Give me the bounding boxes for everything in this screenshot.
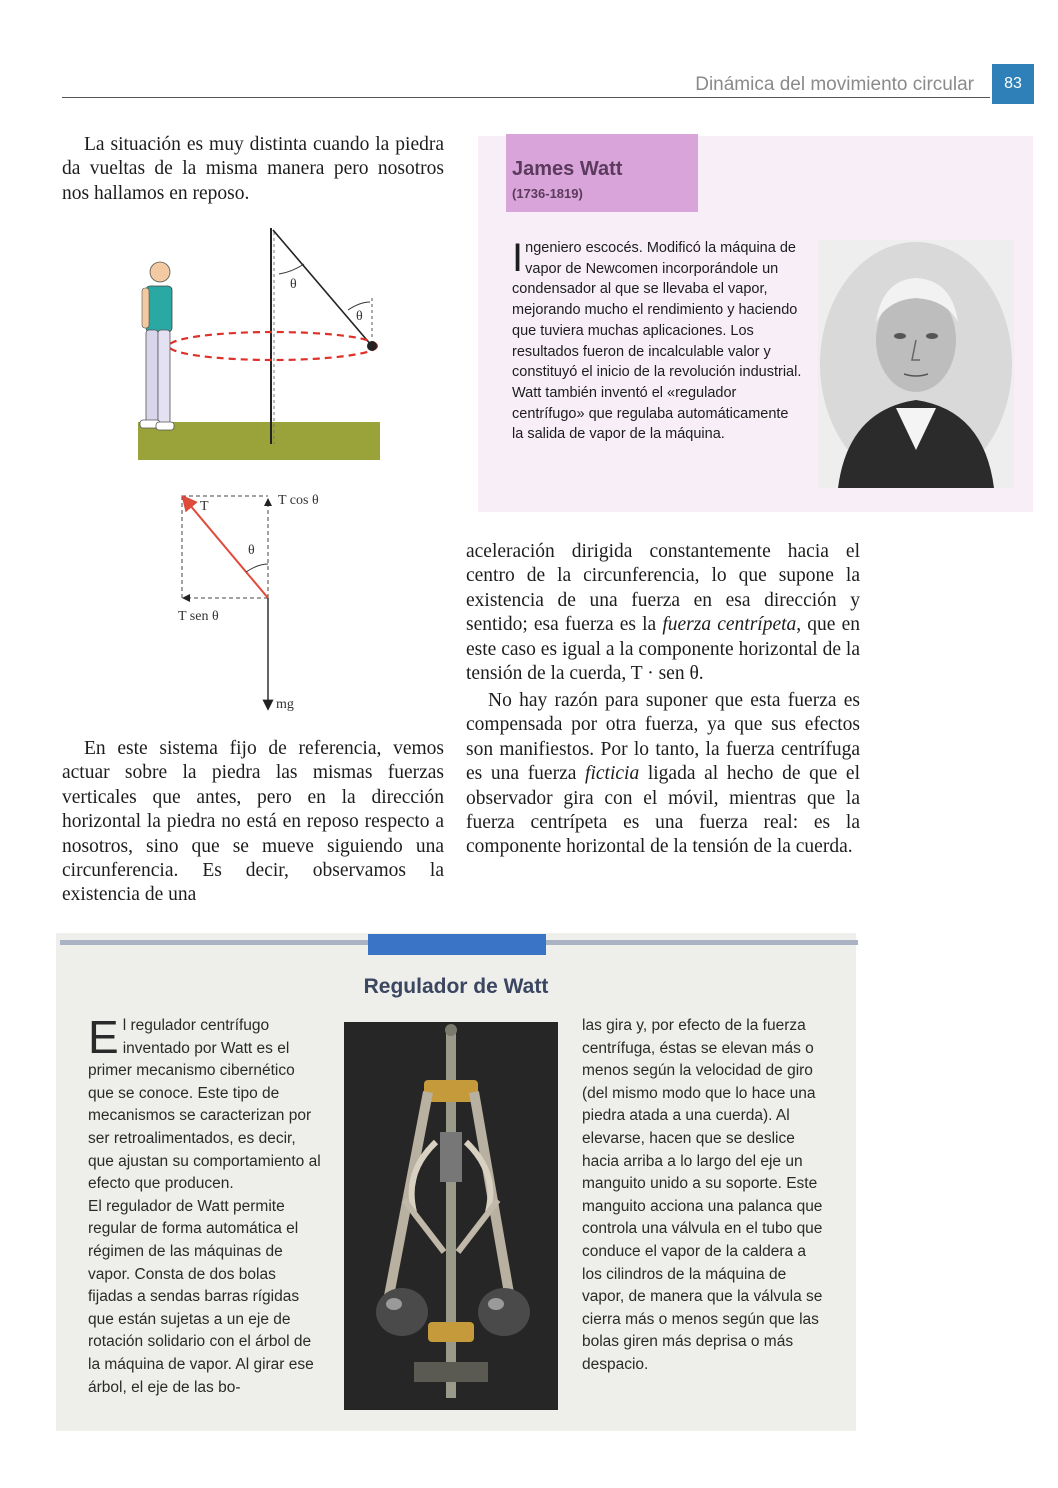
- bio-years: (1736-1819): [512, 186, 583, 201]
- stone: [367, 341, 377, 351]
- running-header-title: Dinámica del movimiento circular: [695, 74, 974, 95]
- label-Tsen: T sen θ: [178, 609, 219, 624]
- bio-dropcap: I: [512, 236, 524, 280]
- arrow-tension: [184, 498, 268, 598]
- right-p1-start: aceleración dirigida constantemente hacia el centro de la circunferencia, lo que supone la existencia de una fuerza en esa dirección y sentido; esa fuerza es la: [466, 541, 860, 636]
- header-rule: [62, 97, 990, 98]
- left-body-paragraph: [62, 737, 444, 908]
- regulador-dropcap: E: [88, 1011, 119, 1063]
- person-head: [150, 262, 170, 282]
- right-p2-start: No hay razón para suponer que esta fuerza es compensada por otra fuerza, ya que sus efectos son manifiestos. Por lo tanto, la fuerza centrífuga es una fuerza: [466, 690, 860, 785]
- person-arm: [142, 288, 149, 328]
- person-torso: [146, 286, 172, 332]
- angle-label-stone: θ: [356, 309, 363, 324]
- person-leg-right: [158, 330, 170, 424]
- intro-text: La situación es muy distinta cuando la piedra da vueltas de la misma manera pero nosotros nos hallamos en reposo.: [62, 134, 444, 204]
- bio-text: ngeniero escocés. Modificó la máquina de vapor de Newcomen incorporándole un condensador al que se llevaba el vapor, mejorando mucho el rendimiento y haciendo que tuviera muchas aplicaciones. Los resultados fueron de incalculable valor y constituyó el inicio de la revolución industrial. Watt también inventó el «regulador centrífugo» que regulaba automáticamente la salida de vapor de la máquina.: [512, 240, 802, 443]
- right-p2-end: ligada al hecho de que el observador gira con el móvil, mientras que la fuerza centrípeta es una fuerza real: es la componente horizontal de la tensión de la cuerda.: [466, 763, 860, 858]
- bio-name: James Watt: [512, 158, 623, 180]
- angle-arc-top: [279, 264, 304, 274]
- label-mg: mg: [276, 697, 294, 712]
- regulador-right-text: las gira y, por efecto de la fuerza centrífuga, éstas se elevan más o menos según la velocidad de giro (del mismo modo que lo hace una piedra atada a una cuerda). Al elevarse, hacen que se deslice hacia arriba a lo largo del eje un manguito unido a su soporte. Este manguito acciona una palanca que controla una válvula en el tubo que conduce el vapor de la caldera a los cilindros de la máquina de vapor, de manera que la válvula se cierra más o menos según que las bolas giren más deprisa o más despacio.: [582, 1017, 823, 1373]
- left-body-text: En este sistema fijo de referencia, vemos actuar sobre la piedra las mismas fuerzas verticales que antes, pero en la dirección horizontal la piedra no está en reposo respecto a nosotros, sino que se mueve siguiendo una circunferencia. Es decir, observamos la existencia de una: [62, 738, 444, 906]
- label-theta: θ: [248, 543, 255, 558]
- string: [273, 230, 372, 346]
- page-number: 83: [992, 64, 1034, 104]
- regulador-left-text-1: l regulador centrífugo inventado por Watt es el primer mecanismo cibernético que se conoce. Este tipo de mecanismos se caracterizan por ser retroalimentados, es decir, que ajustan su comportamiento al efecto que producen.: [88, 1017, 321, 1193]
- right-paragraph-1: [466, 540, 860, 686]
- person-leg-left: [146, 330, 158, 426]
- regulador-title: Regulador de Watt: [363, 975, 549, 998]
- intro-paragraph: [62, 133, 444, 206]
- watt-governor-photo: [344, 1022, 558, 1410]
- label-Tcos: T cos θ: [278, 493, 319, 508]
- bio-text-block: [512, 238, 802, 445]
- regulador-top-accent: [368, 934, 546, 955]
- force-angle-arc: [246, 564, 268, 572]
- right-p1-end: , que en este caso es igual a la componente horizontal de la tensión de la cuerda, T · sen θ.: [466, 614, 861, 685]
- james-watt-portrait: [818, 240, 1014, 488]
- person-shoe-right: [156, 422, 174, 430]
- right-p2-emphasis: ficticia: [585, 763, 640, 785]
- right-p1-emphasis: fuerza centrípeta: [662, 614, 797, 636]
- regulador-left-text-2: El regulador de Watt permite regular de forma automática el régimen de las máquinas de vapor. Consta de dos bolas fijadas a sendas barras rígidas que están sujetas a un eje de rotación solidario con el árbol de la máquina de vapor. Al girar ese árbol, el eje de las bo-: [88, 1197, 314, 1396]
- angle-label-top: θ: [290, 277, 297, 292]
- force-diagram: [160, 486, 340, 716]
- label-T: T: [200, 499, 209, 514]
- circular-path: [169, 332, 377, 360]
- right-paragraph-2: [466, 689, 860, 860]
- rotating-stone-illustration: [134, 222, 384, 462]
- regulador-left-text: [88, 1011, 324, 1399]
